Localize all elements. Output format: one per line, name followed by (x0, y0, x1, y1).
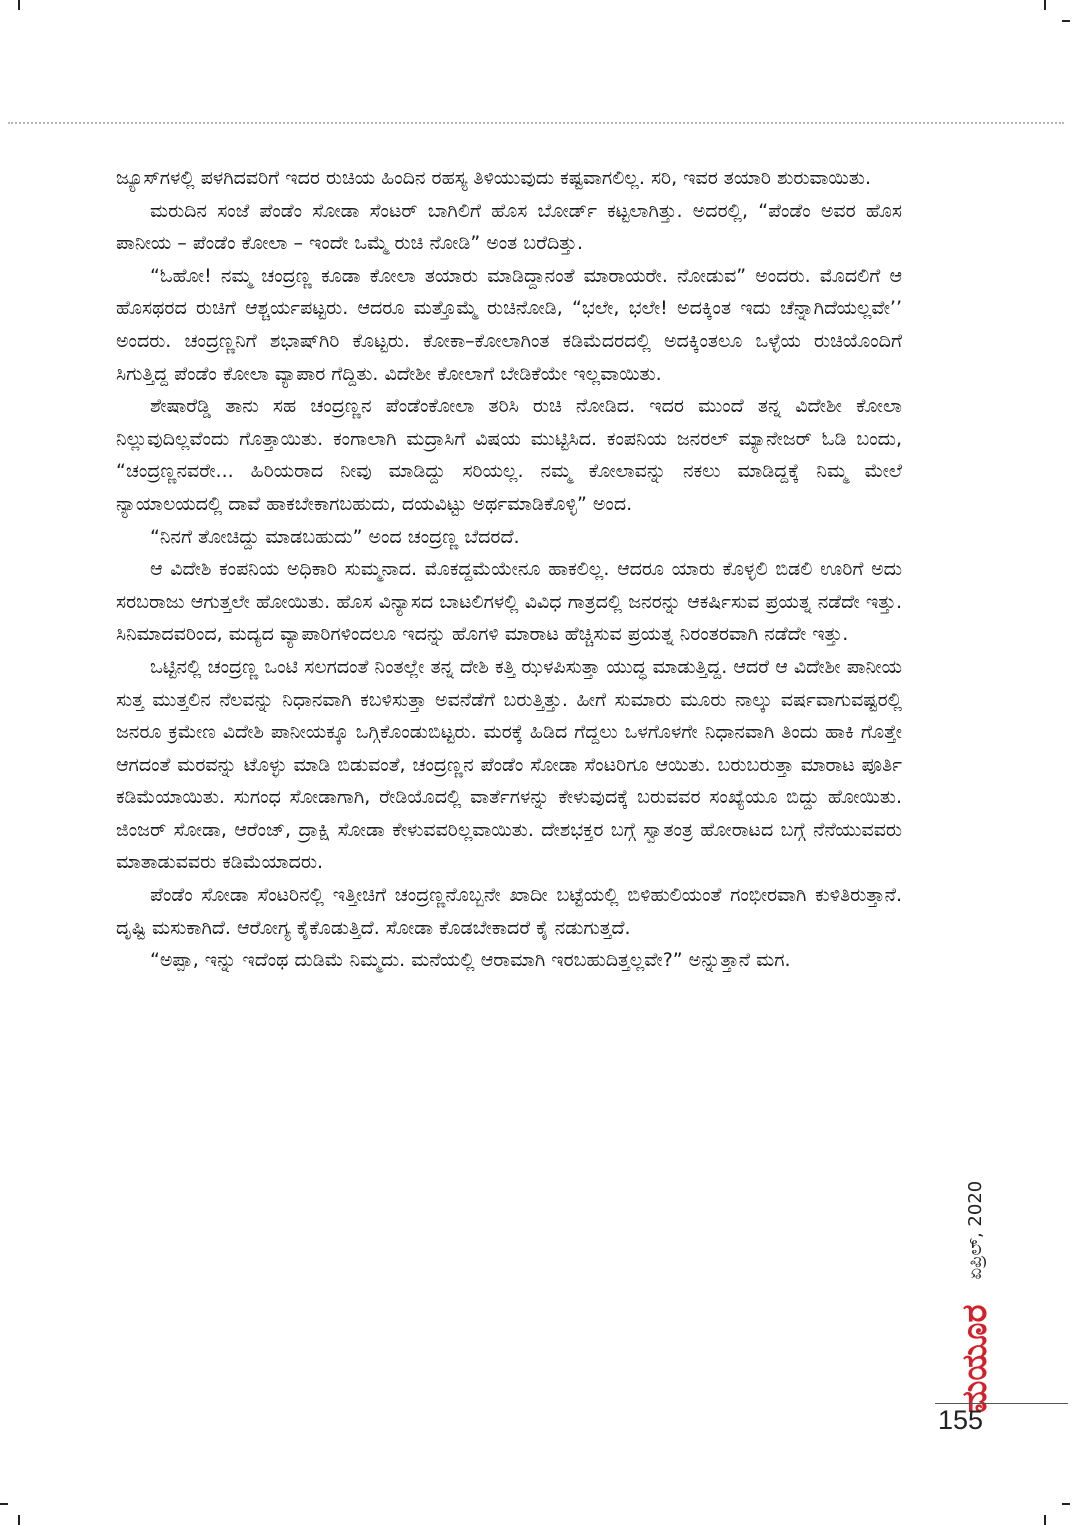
paragraph: ಆ ವಿದೇಶಿ ಕಂಪನಿಯ ಅಧಿಕಾರಿ ಸುಮ್ಮನಾದ. ಮೊಕದ್ದಮೆಯೇನೂ ಹಾಕಲಿಲ್ಲ. ಆದರೂ ಯಾರು ಕೊಳ್ಳಲಿ ಬಿಡಲಿ ಊರಿಗೆ ಅದು ಸರಬರಾಜು ಆಗುತ್ತಲೇ ಹೋಯಿತು. ಹೊಸ ವಿನ್ಯಾಸದ ಬಾಟಲಿಗಳಲ್ಲಿ ವಿವಿಧ ಗಾತ್ರದಲ್ಲಿ ಜನರನ್ನು ಆಕರ್ಷಿಸುವ ಪ್ರಯತ್ನ ನಡೆದೇ ಇತ್ತು. ಸಿನಿಮಾದವರಿಂದ, ಮದ್ಯದ ವ್ಯಾಪಾರಿಗಳಿಂದಲೂ ಇದನ್ನು ಹೊಗಳಿ ಮಾರಾಟ ಹೆಚ್ಚಿಸುವ ಪ್ರಯತ್ನ ನಿರಂತರವಾಗಿ ನಡೆದೇ ಇತ್ತು. (116, 558, 902, 646)
crop-mark-bottom-right (1044, 1515, 1046, 1525)
crop-mark-top-right (1044, 0, 1046, 10)
crop-mark-bottom-left (18, 1515, 20, 1525)
paragraph: “ನಿನಗೆ ತೋಚಿದ್ದು ಮಾಡಬಹುದು” ಅಂದ ಚಂದ್ರಣ್ಣ ಬೆದರದೆ. (150, 525, 520, 548)
magazine-side-label (955, 1181, 995, 1413)
paragraph: ಮರುದಿನ ಸಂಜೆ ಪೆಂಡೆಂ ಸೋಡಾ ಸೆಂಟರ್ ಬಾಗಿಲಿಗೆ ಹೊಸ ಬೋರ್ಡ್ ಕಟ್ಟಲಾಗಿತ್ತು. ಅದರಲ್ಲಿ, “ಪೆಂಡೆಂ ಅವರ ಹೊಸ ಪಾನೀಯ – ಪೆಂಡೆಂ ಕೋಲಾ – ಇಂದೇ ಒಮ್ಮೆ ರುಚಿ ನೋಡಿ” ಅಂತ ಬರೆದಿತ್ತು. (116, 199, 902, 255)
crop-mark-top-left (18, 0, 20, 10)
issue-date: ಏಪ್ರಿಲ್, 2020 (964, 1180, 986, 1280)
page-number: 155 (938, 1405, 984, 1435)
paragraph: “ಓಹೋ! ನಮ್ಮ ಚಂದ್ರಣ್ಣ ಕೂಡಾ ಕೋಲಾ ತಯಾರು ಮಾಡಿದ್ದಾನಂತೆ ಮಾರಾಯರೇ. ನೋಡುವ” ಅಂದರು. ಮೊದಲಿಗೆ ಆ ಹೊಸಥರದ ರುಚಿಗೆ ಆಶ್ಚರ್ಯಪಟ್ಟರು. ಆದರೂ ಮತ್ತೊಮ್ಮೆ ರುಚಿನೋಡಿ, “ಭಲೇ, ಭಲೇ! ಅದಕ್ಕಿಂತ ಇದು ಚೆನ್ನಾಗಿದೆಯಲ್ಲವೇ’’ ಅಂದರು. ಚಂದ್ರಣ್ಣನಿಗೆ ಶಭಾಷ್‌ಗಿರಿ ಕೊಟ್ಟರು. ಕೋಕಾ–ಕೋಲಾಗಿಂತ ಕಡಿಮೆದರದಲ್ಲಿ ಅದಕ್ಕಿಂತಲೂ ಒಳ್ಳೆಯ ರುಚಿಯೊಂದಿಗೆ ಸಿಗುತ್ತಿದ್ದ ಪೆಂಡೆಂ ಕೋಲಾ ವ್ಯಾಪಾರ ಗೆದ್ದಿತು. ವಿದೇಶೀ ಕೋಲಾಗೆ ಬೇಡಿಕೆಯೇ ಇಲ್ಲವಾಯಿತು. (116, 264, 902, 385)
paragraph: ಪೆಂಡೆಂ ಸೋಡಾ ಸೆಂಟರಿನಲ್ಲಿ ಇತ್ತೀಚಿಗೆ ಚಂದ್ರಣ್ಣನೊಬ್ಬನೇ ಖಾದೀ ಬಟ್ಟೆಯಲ್ಲಿ ಬಿಳಿಹುಲಿಯಂತೆ ಗಂಭೀರವಾಗಿ ಕುಳಿತಿರುತ್ತಾನೆ. ದೃಷ್ಟಿ ಮಸುಕಾಗಿದೆ. ಆರೋಗ್ಯ ಕೈಕೊಡುತ್ತಿದೆ. ಸೋಡಾ ಕೊಡಬೇಕಾದರೆ ಕೈ ನಡುಗುತ್ತದೆ. (116, 884, 902, 939)
page-number-rule (935, 1403, 1068, 1404)
paragraph: ಒಟ್ಟಿನಲ್ಲಿ ಚಂದ್ರಣ್ಣ ಒಂಟಿ ಸಲಗದಂತೆ ನಿಂತಲ್ಲೇ ತನ್ನ ದೇಶಿ ಕತ್ತಿ ಝಳಪಿಸುತ್ತಾ ಯುದ್ಧ ಮಾಡುತ್ತಿದ್ದ. ಆದರೆ ಆ ವಿದೇಶೀ ಪಾನೀಯ ಸುತ್ತ ಮುತ್ತಲಿನ ನೆಲವನ್ನು ನಿಧಾನವಾಗಿ ಕಬಳಿಸುತ್ತಾ ಅವನೆಡೆಗೆ ಬರುತ್ತಿತ್ತು. ಹೀಗೆ ಸುಮಾರು ಮೂರು ನಾಲ್ಕು ವರ್ಷವಾಗುವಷ್ಟರಲ್ಲಿ ಜನರೂ ಕ್ರಮೇಣ ವಿದೇಶಿ ಪಾನೀಯಕ್ಕೂ ಒಗ್ಗಿಕೊಂಡುಬಿಟ್ಟರು. ಮರಕ್ಕೆ ಹಿಡಿದ ಗೆದ್ದಲು ಒಳಗೊಳಗೇ ನಿಧಾನವಾಗಿ ತಿಂದು ಹಾಕಿ ಗೊತ್ತೇ ಆಗದಂತೆ ಮರವನ್ನು ಟೊಳ್ಳು ಮಾಡಿ ಬಿಡುವಂತೆ, ಚಂದ್ರಣ್ಣನ ಪೆಂಡೆಂ ಸೋಡಾ ಸೆಂಟರಿಗೂ ಆಯಿತು. ಬರುಬರುತ್ತಾ ಮಾರಾಟ ಪೂರ್ತಿ ಕಡಿಮೆಯಾಯಿತು. ಸುಗಂಧ ಸೋಡಾಗಾಗಿ, ರೇಡಿಯೊದಲ್ಲಿ ವಾರ್ತೆಗಳನ್ನು ಕೇಳುವುದಕ್ಕೆ ಬರುವವರ ಸಂಖ್ಯೆಯೂ ಬಿದ್ದು ಹೋಯಿತು. ಜಿಂಜರ್ ಸೋಡಾ, ಆರೆಂಜ್, ದ್ರಾಕ್ಷಿ ಸೋಡಾ ಕೇಳುವವರಿಲ್ಲವಾಯಿತು. ದೇಶಭಕ್ತರ ಬಗ್ಗೆ ಸ್ವಾತಂತ್ರ ಹೋರಾಟದ ಬಗ್ಗೆ ನೆನೆಯುವವರು ಮಾತಾಡುವವರು ಕಡಿಮೆಯಾದರು. (116, 655, 902, 874)
dotted-header-rule (8, 122, 1064, 124)
crop-mark-left-lower (0, 1503, 8, 1505)
crop-mark-right-lower (1062, 1503, 1070, 1505)
paragraph: ಶೇಷಾರೆಡ್ಡಿ ತಾನು ಸಹ ಚಂದ್ರಣ್ಣನ ಪೆಂಡೆಂಕೋಲಾ ತರಿಸಿ ರುಚಿ ನೋಡಿದ. ಇದರ ಮುಂದೆ ತನ್ನ ವಿದೇಶೀ ಕೋಲಾ ನಿಲ್ಲುವುದಿಲ್ಲವೆಂದು ಗೊತ್ತಾಯಿತು. ಕಂಗಾಲಾಗಿ ಮದ್ರಾಸಿಗೆ ವಿಷಯ ಮುಟ್ಟಿಸಿದ. ಕಂಪನಿಯ ಜನರಲ್ ಮ್ಯಾನೇಜರ್ ಓಡಿ ಬಂದು, “ಚಂದ್ರಣ್ಣನವರೇ... ಹಿರಿಯರಾದ ನೀವು ಮಾಡಿದ್ದು ಸರಿಯಲ್ಲ. ನಮ್ಮ ಕೋಲಾವನ್ನು ನಕಲು ಮಾಡಿದ್ದಕ್ಕೆ ನಿಮ್ಮ ಮೇಲೆ ನ್ಯಾಯಾಲಯದಲ್ಲಿ ದಾವೆ ಹಾಕಬೇಕಾಗಬಹುದು, ದಯವಿಟ್ಟು ಅರ್ಥಮಾಡಿಕೊಳ್ಳಿ” ಅಂದ. (116, 395, 902, 515)
story-body (116, 162, 902, 977)
paragraph: ಜ್ಯೂಸ್‌ಗಳಲ್ಲಿ ಪಳಗಿದವರಿಗೆ ಇದರ ರುಚಿಯ ಹಿಂದಿನ ರಹಸ್ಯ ತಿಳಿಯುವುದು ಕಷ್ಟವಾಗಲಿಲ್ಲ. ಸರಿ, ಇವರ ತಯಾರಿ ಶುರುವಾಯಿತು. (116, 167, 871, 189)
paragraph: “ಅಪ್ಪಾ, ಇನ್ನು ಇದೆಂಥ ದುಡಿಮೆ ನಿಮ್ಮದು. ಮನೆಯಲ್ಲಿ ಆರಾಮಾಗಿ ಇರಬಹುದಿತ್ತಲ್ಲವೇ?” ಅನ್ನುತ್ತಾನೆ ಮಗ. (150, 949, 791, 972)
magazine-logo: ಮಯೂರ (955, 1304, 995, 1413)
crop-mark-right-upper (1062, 20, 1070, 22)
